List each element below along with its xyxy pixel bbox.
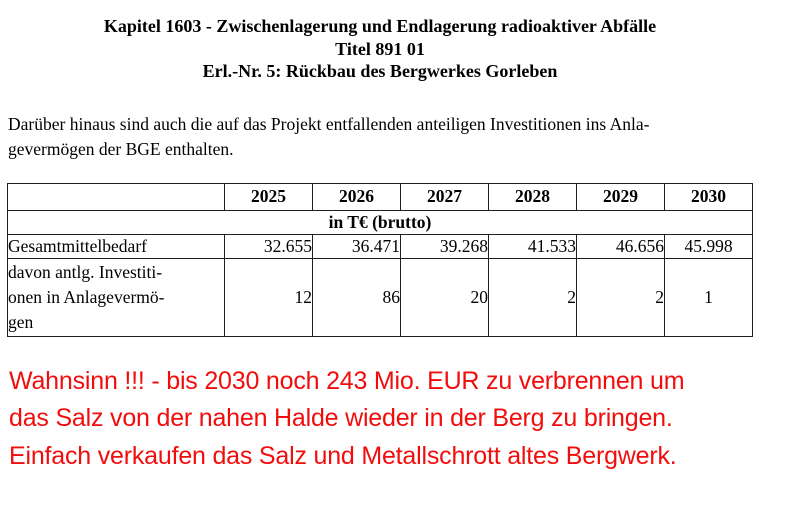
row-label-line-1: davon antlg. Investiti-: [8, 261, 163, 282]
doc-title-line-erl-nr: Erl.-Nr. 5: Rückbau des Bergwerkes Gorleben: [202, 61, 558, 81]
intro-paragraph: [8, 112, 753, 162]
value-cell: 20: [401, 258, 489, 336]
value-cell: 86: [313, 258, 401, 336]
value-cell: 32.655: [225, 234, 313, 258]
table-row-gesamtmittelbedarf: [8, 234, 753, 258]
unit-cell: in T€ (brutto): [8, 210, 753, 234]
value-cell: 2: [577, 258, 665, 336]
annotation-line-2: das Salz von der nahen Halde wieder in der Berg zu bringen.: [9, 404, 673, 432]
annotation-text: [9, 363, 753, 476]
annotation-line-3: Einfach verkaufen das Salz und Metallschrott altes Bergwerk.: [9, 441, 677, 470]
value-cell: 1: [665, 258, 753, 336]
row-label: Gesamtmittelbedarf: [8, 234, 225, 258]
intro-line-1: Darüber hinaus sind auch die auf das Projekt entfallenden anteiligen Investitionen ins Anla-: [8, 113, 650, 134]
year-cell-2027: 2027: [401, 183, 489, 210]
year-cell-2030: 2030: [665, 183, 753, 210]
intro-line-2: gevermögen der BGE enthalten.: [8, 138, 234, 159]
annotation-line-1: Wahnsinn !!! - bis 2030 noch 243 Mio. EUR zu verbrennen um: [9, 366, 685, 395]
year-cell-2025: 2025: [225, 183, 313, 210]
budget-table: [7, 183, 753, 337]
table-row-davon-investitionen: [8, 258, 753, 336]
value-cell: 12: [225, 258, 313, 336]
value-cell: 36.471: [313, 234, 401, 258]
table-corner-cell: [8, 183, 225, 210]
value-cell: 46.656: [577, 234, 665, 258]
doc-title: [7, 15, 753, 83]
row-label-line-2: onen in Anlagevermö-: [8, 286, 165, 307]
row-label: [8, 258, 225, 336]
value-cell: 41.533: [489, 234, 577, 258]
row-label-line-3: gen: [8, 311, 34, 332]
value-cell: 39.268: [401, 234, 489, 258]
table-year-header-row: [8, 183, 753, 210]
year-cell-2026: 2026: [313, 183, 401, 210]
doc-title-line-chapter: Kapitel 1603 - Zwischenlagerung und Endlagerung radioaktiver Abfälle: [103, 16, 657, 36]
value-cell: 2: [489, 258, 577, 336]
year-cell-2029: 2029: [577, 183, 665, 210]
doc-title-line-titel: Titel 891 01: [335, 38, 425, 59]
value-cell: 45.998: [665, 234, 753, 258]
year-cell-2028: 2028: [489, 183, 577, 210]
table-unit-row: [8, 210, 753, 234]
